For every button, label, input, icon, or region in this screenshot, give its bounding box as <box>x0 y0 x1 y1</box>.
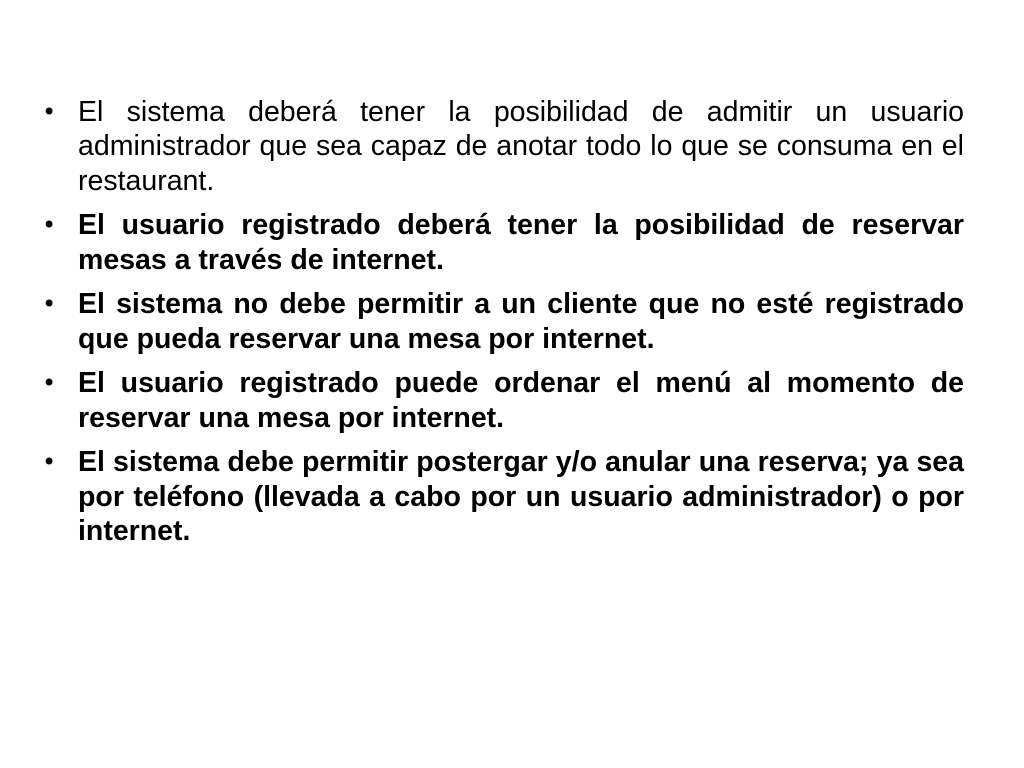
bullet-text: El sistema deberá tener la posibilidad de admitir un usuario administrador que sea capaz de anotar todo lo que se consuma en el restaurant. <box>78 96 964 197</box>
bullet-icon: • <box>42 448 57 477</box>
bullet-text: El sistema debe permitir postergar y/o anular una reserva; ya sea por teléfono (llevada a cabo por un usuario administrador) o por internet. <box>78 446 964 548</box>
bullet-text: El usuario registrado deberá tener la posibilidad de reservar mesas a través de internet. <box>78 209 964 276</box>
bullet-icon: • <box>42 369 57 398</box>
bullet-item-4 <box>34 366 964 435</box>
bullet-item-3 <box>34 287 964 356</box>
bullet-text: El usuario registrado puede ordenar el menú al momento de reservar una mesa por internet. <box>78 367 964 434</box>
bullet-item-2 <box>34 208 964 277</box>
bullet-item-1 <box>34 95 964 198</box>
bullet-item-5 <box>34 445 964 548</box>
bullet-text: El sistema no debe permitir a un cliente que no esté registrado que pueda reservar una mesa por internet. <box>78 288 964 355</box>
bullet-icon: • <box>42 98 57 126</box>
bullet-icon: • <box>42 211 57 240</box>
bullet-icon: • <box>42 290 57 319</box>
bullet-list <box>34 95 964 559</box>
